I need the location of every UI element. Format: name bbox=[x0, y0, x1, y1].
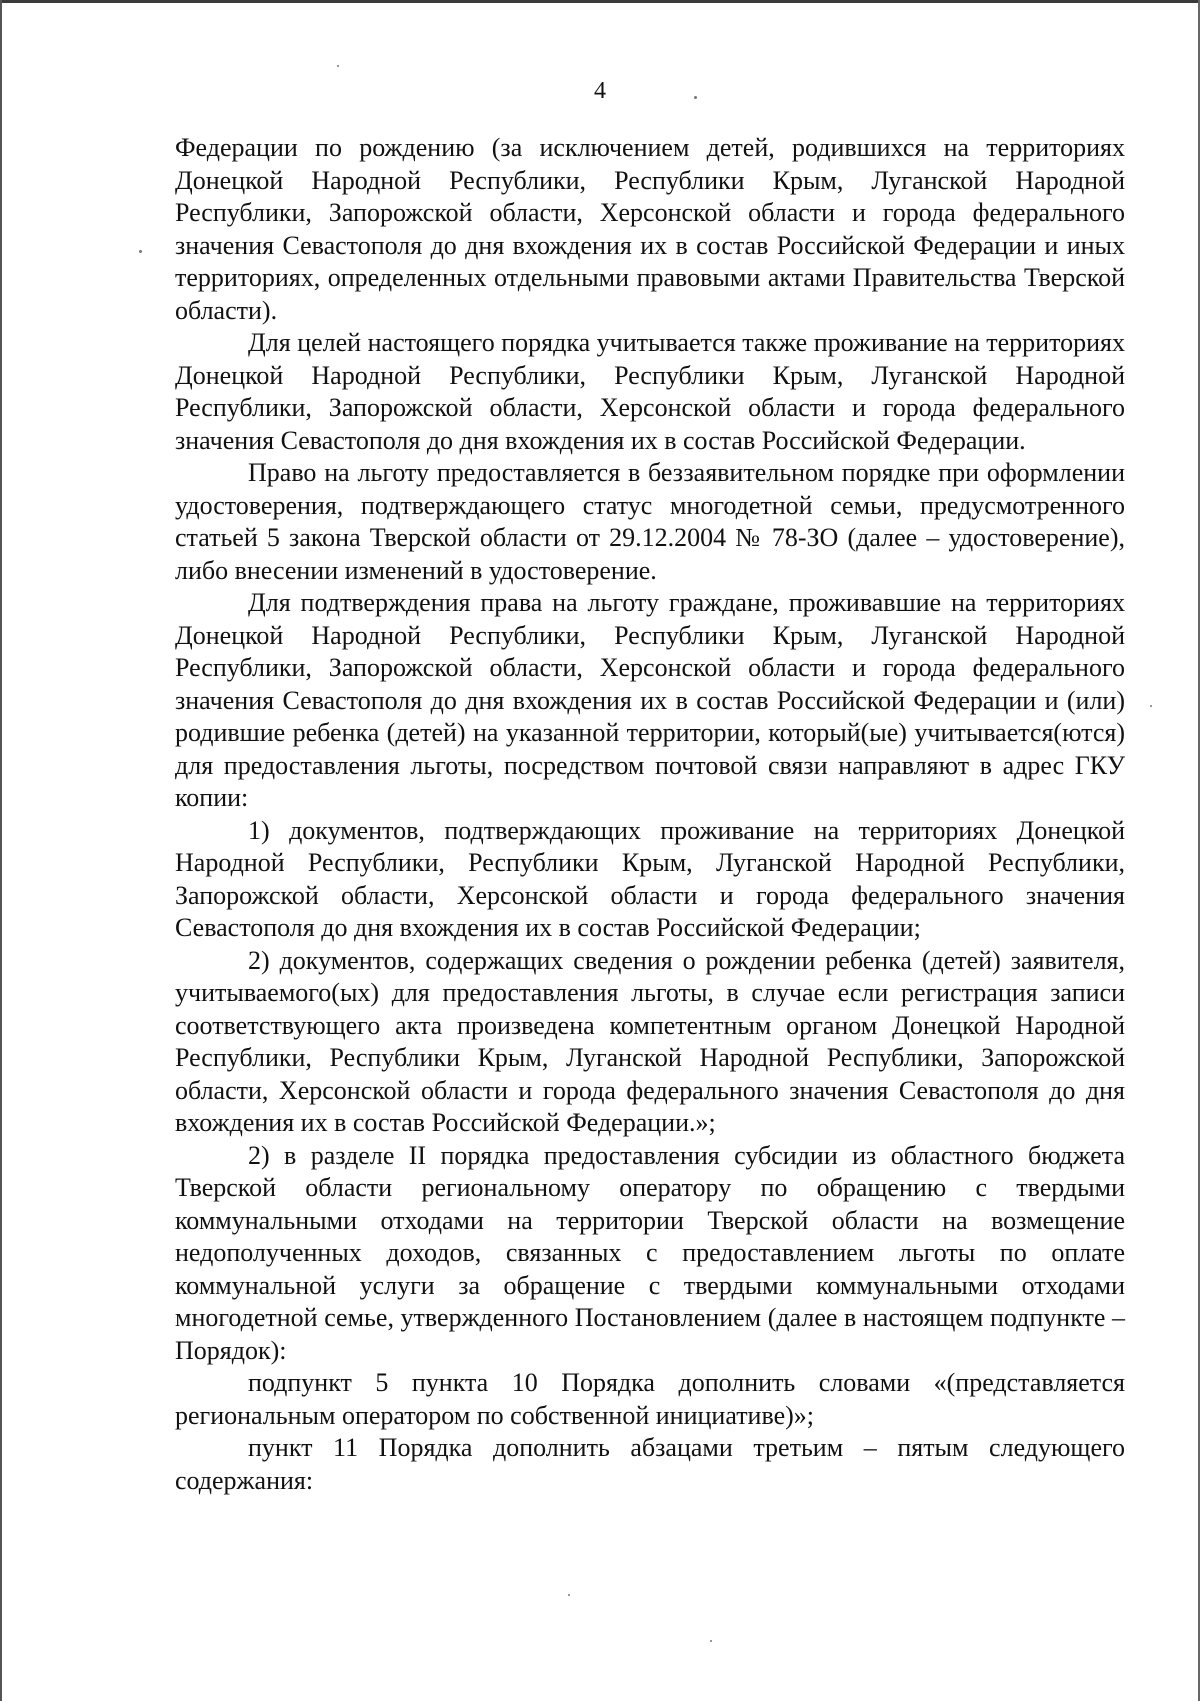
list-item: 1) документов, подтверждающих проживание на территориях Донецкой Народной Республики, Республики Крым, Луганской Народной Республики, Запорожской области, Херсонской области и города федерального значения Севастополя до дня вхождения их в состав Российской Федерации; bbox=[175, 815, 1125, 942]
paragraph: пункт 11 Порядка дополнить абзацами третьим – пятым следующего содержания: bbox=[175, 1433, 1125, 1495]
scan-speck bbox=[337, 65, 339, 67]
paragraph: Для подтверждения права на льготу граждане, проживавшие на территориях Донецкой Народной Республики, Республики Крым, Луганской Народной Республики, Запорожской области, Херсонской области и города федерального значения Севастополя до дня вхождения их в состав Российской Федерации и (или) родившие ребенка (детей) на указанной территории, который(ые) учитывается(ются) для предоставления льготы, посредством почтовой связи направляют в адрес ГКУ копии: bbox=[175, 588, 1125, 812]
scan-speck bbox=[139, 250, 142, 253]
paragraph: Право на льготу предоставляется в беззаявительном порядке при оформлении удостоверения, подтверждающего статус многодетной семьи, предусмотренного статьей 5 закона Тверской области от 29.12.2004 № 78-ЗО (далее – удостоверение), либо внесении изменений в удостоверение. bbox=[175, 458, 1125, 585]
page-number: 4 bbox=[594, 78, 606, 104]
scan-speck bbox=[568, 1594, 570, 1596]
scan-edge-left bbox=[0, 0, 2, 1701]
document-body bbox=[175, 132, 1125, 1497]
scan-speck bbox=[710, 1640, 712, 1642]
scan-edge-top bbox=[0, 0, 1200, 3]
paragraph: подпункт 5 пункта 10 Порядка дополнить словами «(представляется региональным оператором по собственной инициативе)»; bbox=[175, 1368, 1125, 1430]
list-item: 2) документов, содержащих сведения о рождении ребенка (детей) заявителя, учитываемого(ых) для предоставления льготы, в случае если регистрация записи соответствующего акта произведена компетентным органом Донецкой Народной Республики, Республики Крым, Луганской Народной Республики, Запорожской области, Херсонской области и города федерального значения Севастополя до дня вхождения их в состав Российской Федерации.»; bbox=[175, 945, 1125, 1137]
scan-speck bbox=[1150, 705, 1152, 707]
paragraph-continuation: Федерации по рождению (за исключением детей, родившихся на территориях Донецкой Народной Республики, Республики Крым, Луганской Народной Республики, Запорожской области, Херсонской области и города федерального значения Севастополя до дня вхождения их в состав Российской Федерации и иных территориях, определенных отдельными правовыми актами Правительства Тверской области). bbox=[175, 133, 1125, 325]
paragraph: 2) в разделе II порядка предоставления субсидии из областного бюджета Тверской области региональному оператору по обращению с твердыми коммунальными отходами на территории Тверской области на возмещение недополученных доходов, связанных с предоставлением льготы по оплате коммунальной услуги за обращение с твердыми коммунальными отходами многодетной семье, утвержденного Постановлением (далее в настоящем подпункте – Порядок): bbox=[175, 1140, 1125, 1365]
paragraph: Для целей настоящего порядка учитывается также проживание на территориях Донецкой Народной Республики, Республики Крым, Луганской Народной Республики, Запорожской области, Херсонской области и города федерального значения Севастополя до дня вхождения их в состав Российской Федерации. bbox=[175, 328, 1125, 455]
